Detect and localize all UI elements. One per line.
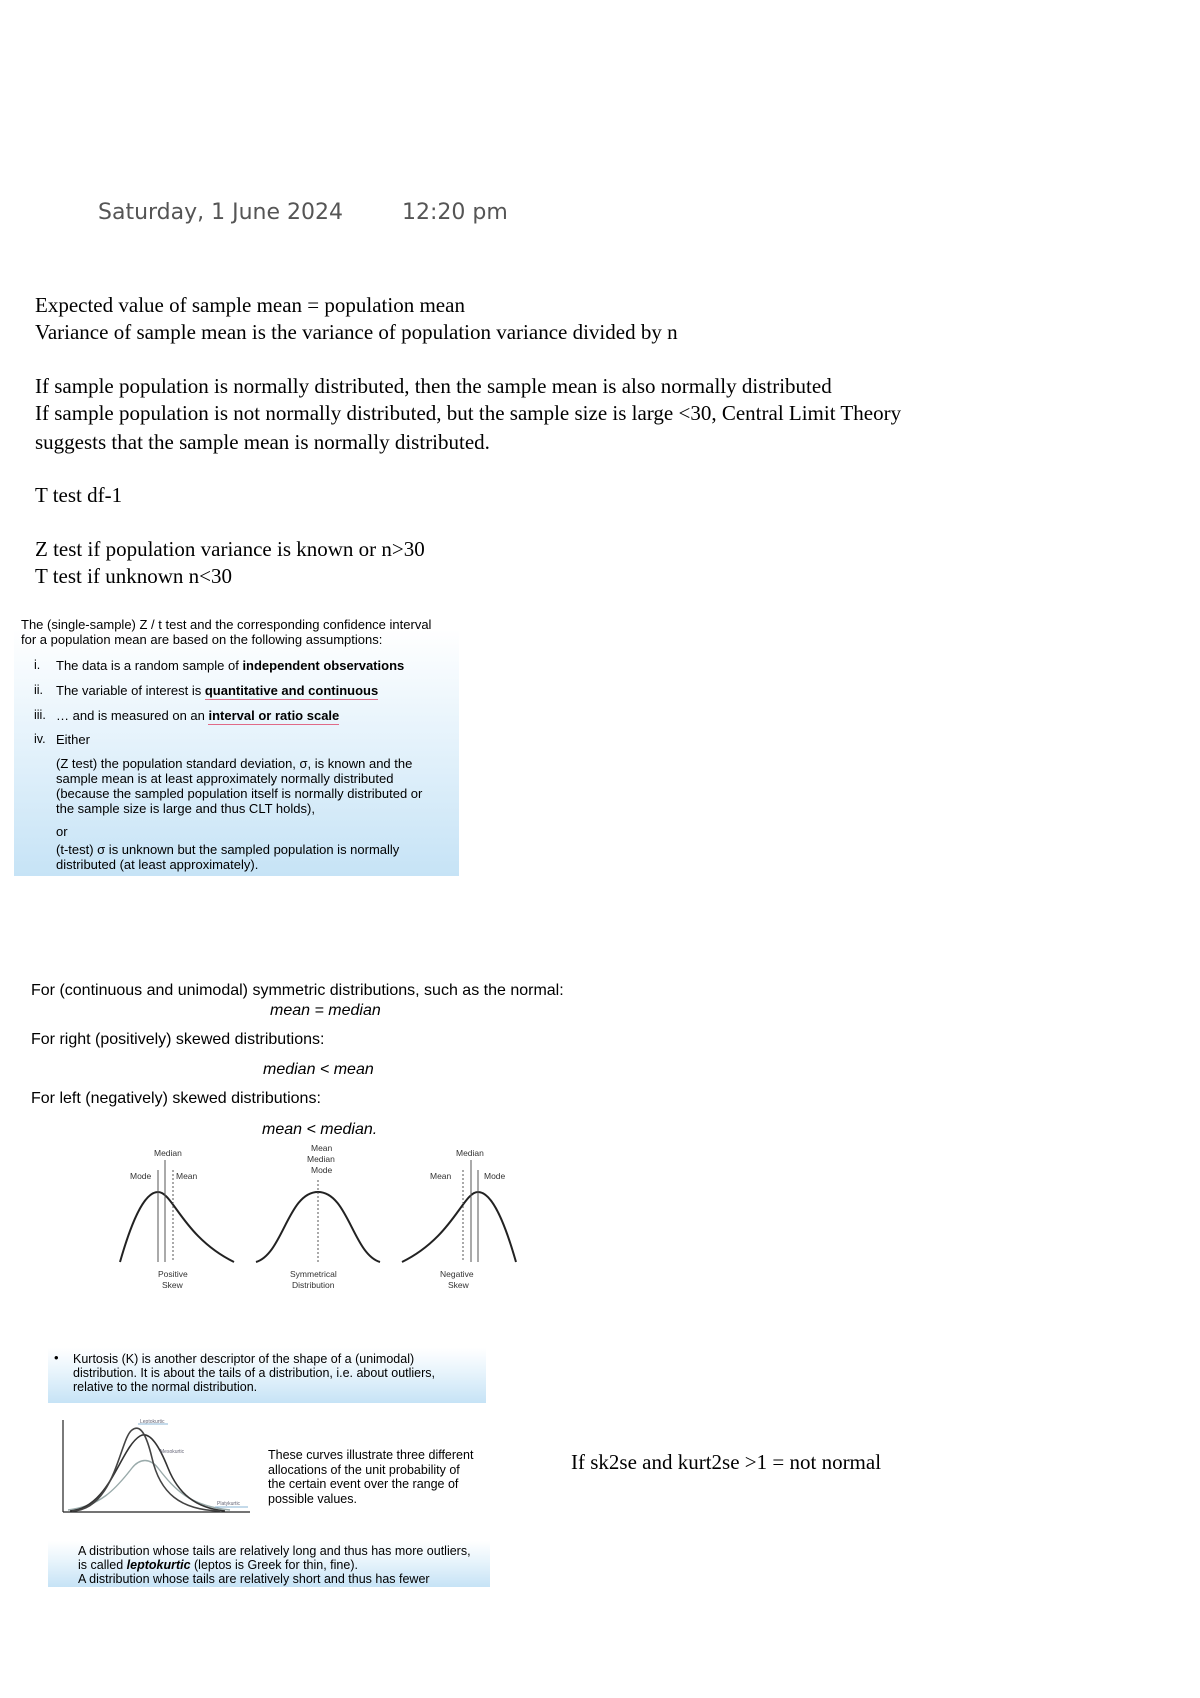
or-text: or — [56, 824, 68, 839]
fig-label: Mean — [176, 1171, 198, 1181]
symmetric-relation: mean = median — [270, 1002, 381, 1019]
z-test-line: the sample size is large and thus CLT holds), — [56, 801, 315, 816]
assumption-text: The variable of interest is — [56, 683, 205, 698]
leptokurtic-clip — [48, 1541, 490, 1587]
left-skew-statement: For left (negatively) skewed distributions: — [31, 1090, 321, 1107]
side-note: If sk2se and kurt2se >1 = not normal — [571, 1450, 882, 1474]
kurtosis-figure — [60, 1418, 255, 1518]
note-line: Expected value of sample mean = population mean — [35, 293, 465, 317]
z-test-condition — [56, 756, 456, 816]
note-line: T test if unknown n<30 — [35, 564, 232, 588]
t-test-line: (t-test) σ is unknown but the sampled population is normally — [56, 842, 400, 857]
assumption-bold: independent observations — [242, 658, 405, 673]
kurtosis-line: relative to the normal distribution. — [73, 1380, 258, 1394]
assumption-number: iv. — [34, 732, 46, 746]
kurtosis-text — [73, 1352, 473, 1394]
note-line: If sample population is not normally distributed, but the sample size is large <30, Central Limit Theory — [35, 401, 902, 425]
z-test-line: (Z test) the population standard deviation, σ, is known and the — [56, 756, 413, 771]
curves-line: possible values. — [268, 1491, 357, 1506]
bullet-icon: • — [54, 1350, 59, 1365]
negative-skew-curve — [402, 1192, 516, 1262]
fig-label: Mean — [311, 1143, 333, 1153]
fig-label: Mode — [484, 1171, 506, 1181]
fig-label: Mode — [130, 1171, 152, 1181]
curves-description — [268, 1448, 498, 1506]
note-line: Variance of sample mean is the variance of population variance divided by n — [35, 320, 678, 344]
fig-label: Median — [154, 1148, 182, 1158]
kurtosis-line: distribution. It is about the tails of a distribution, i.e. about outliers, — [73, 1366, 436, 1380]
symmetric-curve — [256, 1192, 380, 1262]
note-line: suggests that the sample mean is normally distributed. — [35, 430, 490, 454]
fig-caption: Skew — [448, 1280, 469, 1290]
page-date: Saturday, 1 June 2024 — [98, 200, 344, 225]
assumption-item: Either — [56, 732, 90, 747]
curves-line: These curves illustrate three different — [268, 1448, 474, 1462]
assumption-number: iii. — [34, 708, 46, 722]
leptokurtic-text — [78, 1544, 488, 1586]
assumption-text: … and is measured on an — [56, 708, 209, 723]
assumption-number: ii. — [34, 683, 44, 697]
fig-caption: Distribution — [292, 1280, 335, 1290]
mesokurtic-curve — [70, 1435, 225, 1511]
note-line: If sample population is normally distributed, then the sample mean is also normally distributed — [35, 374, 832, 398]
fig-caption: Positive — [158, 1269, 188, 1279]
assumption-bold: interval or ratio scale — [208, 708, 340, 723]
right-skew-relation: median < mean — [263, 1061, 374, 1078]
leptokurtic-line: A distribution whose tails are relatively short and thus has fewer — [78, 1572, 430, 1586]
assumption-number: i. — [34, 658, 41, 672]
fig-label: Median — [456, 1148, 484, 1158]
assumptions-intro-line: The (single-sample) Z / t test and the corresponding confidence interval — [21, 617, 432, 632]
assumptions-clip — [14, 614, 459, 876]
assumption-bold: quantitative and continuous — [204, 683, 379, 698]
assumption-text: The data is a random sample of — [56, 658, 243, 673]
symmetric-statement: For (continuous and unimodal) symmetric distributions, such as the normal: — [31, 982, 564, 999]
fig-label: Mesokurtic — [160, 1449, 185, 1455]
leptokurtic-line: A distribution whose tails are relatively long and thus has more outliers, — [78, 1544, 471, 1558]
leptokurtic-term: leptokurtic — [126, 1558, 191, 1572]
fig-label: Platykurtic — [217, 1501, 241, 1507]
skewness-figure — [118, 1142, 523, 1300]
fig-caption: Symmetrical — [290, 1269, 337, 1279]
assumptions-intro — [21, 617, 456, 647]
fig-label: Median — [307, 1154, 335, 1164]
z-test-line: sample mean is at least approximately normally distributed — [56, 771, 394, 786]
leptokurtic-post: (leptos is Greek for thin, fine). — [190, 1558, 358, 1572]
note-line: T test df-1 — [35, 483, 123, 507]
note-line: Z test if population variance is known or n>30 — [35, 537, 425, 561]
right-skew-statement: For right (positively) skewed distributions: — [31, 1031, 325, 1048]
fig-caption: Skew — [162, 1280, 183, 1290]
fig-label: Leptokurtic — [140, 1419, 165, 1425]
assumption-item — [56, 708, 456, 723]
z-test-line: (because the sampled population itself is normally distributed or — [56, 786, 423, 801]
leptokurtic-curve — [72, 1428, 220, 1511]
kurtosis-clip — [48, 1348, 486, 1403]
assumption-item — [56, 683, 456, 698]
assumptions-intro-line: for a population mean are based on the following assumptions: — [21, 632, 383, 647]
positive-skew-curve — [120, 1192, 234, 1262]
assumption-item — [56, 658, 456, 673]
curves-line: allocations of the unit probability of — [268, 1462, 460, 1477]
page-time: 12:20 pm — [402, 200, 508, 225]
fig-label: Mode — [311, 1165, 333, 1175]
t-test-line: distributed (at least approximately). — [56, 857, 259, 872]
kurtosis-line: Kurtosis (K) is another descriptor of the shape of a (unimodal) — [73, 1352, 415, 1366]
t-test-condition — [56, 842, 456, 872]
leptokurtic-line — [78, 1558, 488, 1572]
left-skew-relation: mean < median. — [262, 1121, 378, 1138]
curves-line: the certain event over the range of — [268, 1477, 459, 1491]
leptokurtic-pre: is called — [78, 1558, 127, 1572]
fig-label: Mean — [430, 1171, 452, 1181]
fig-caption: Negative — [440, 1269, 474, 1279]
